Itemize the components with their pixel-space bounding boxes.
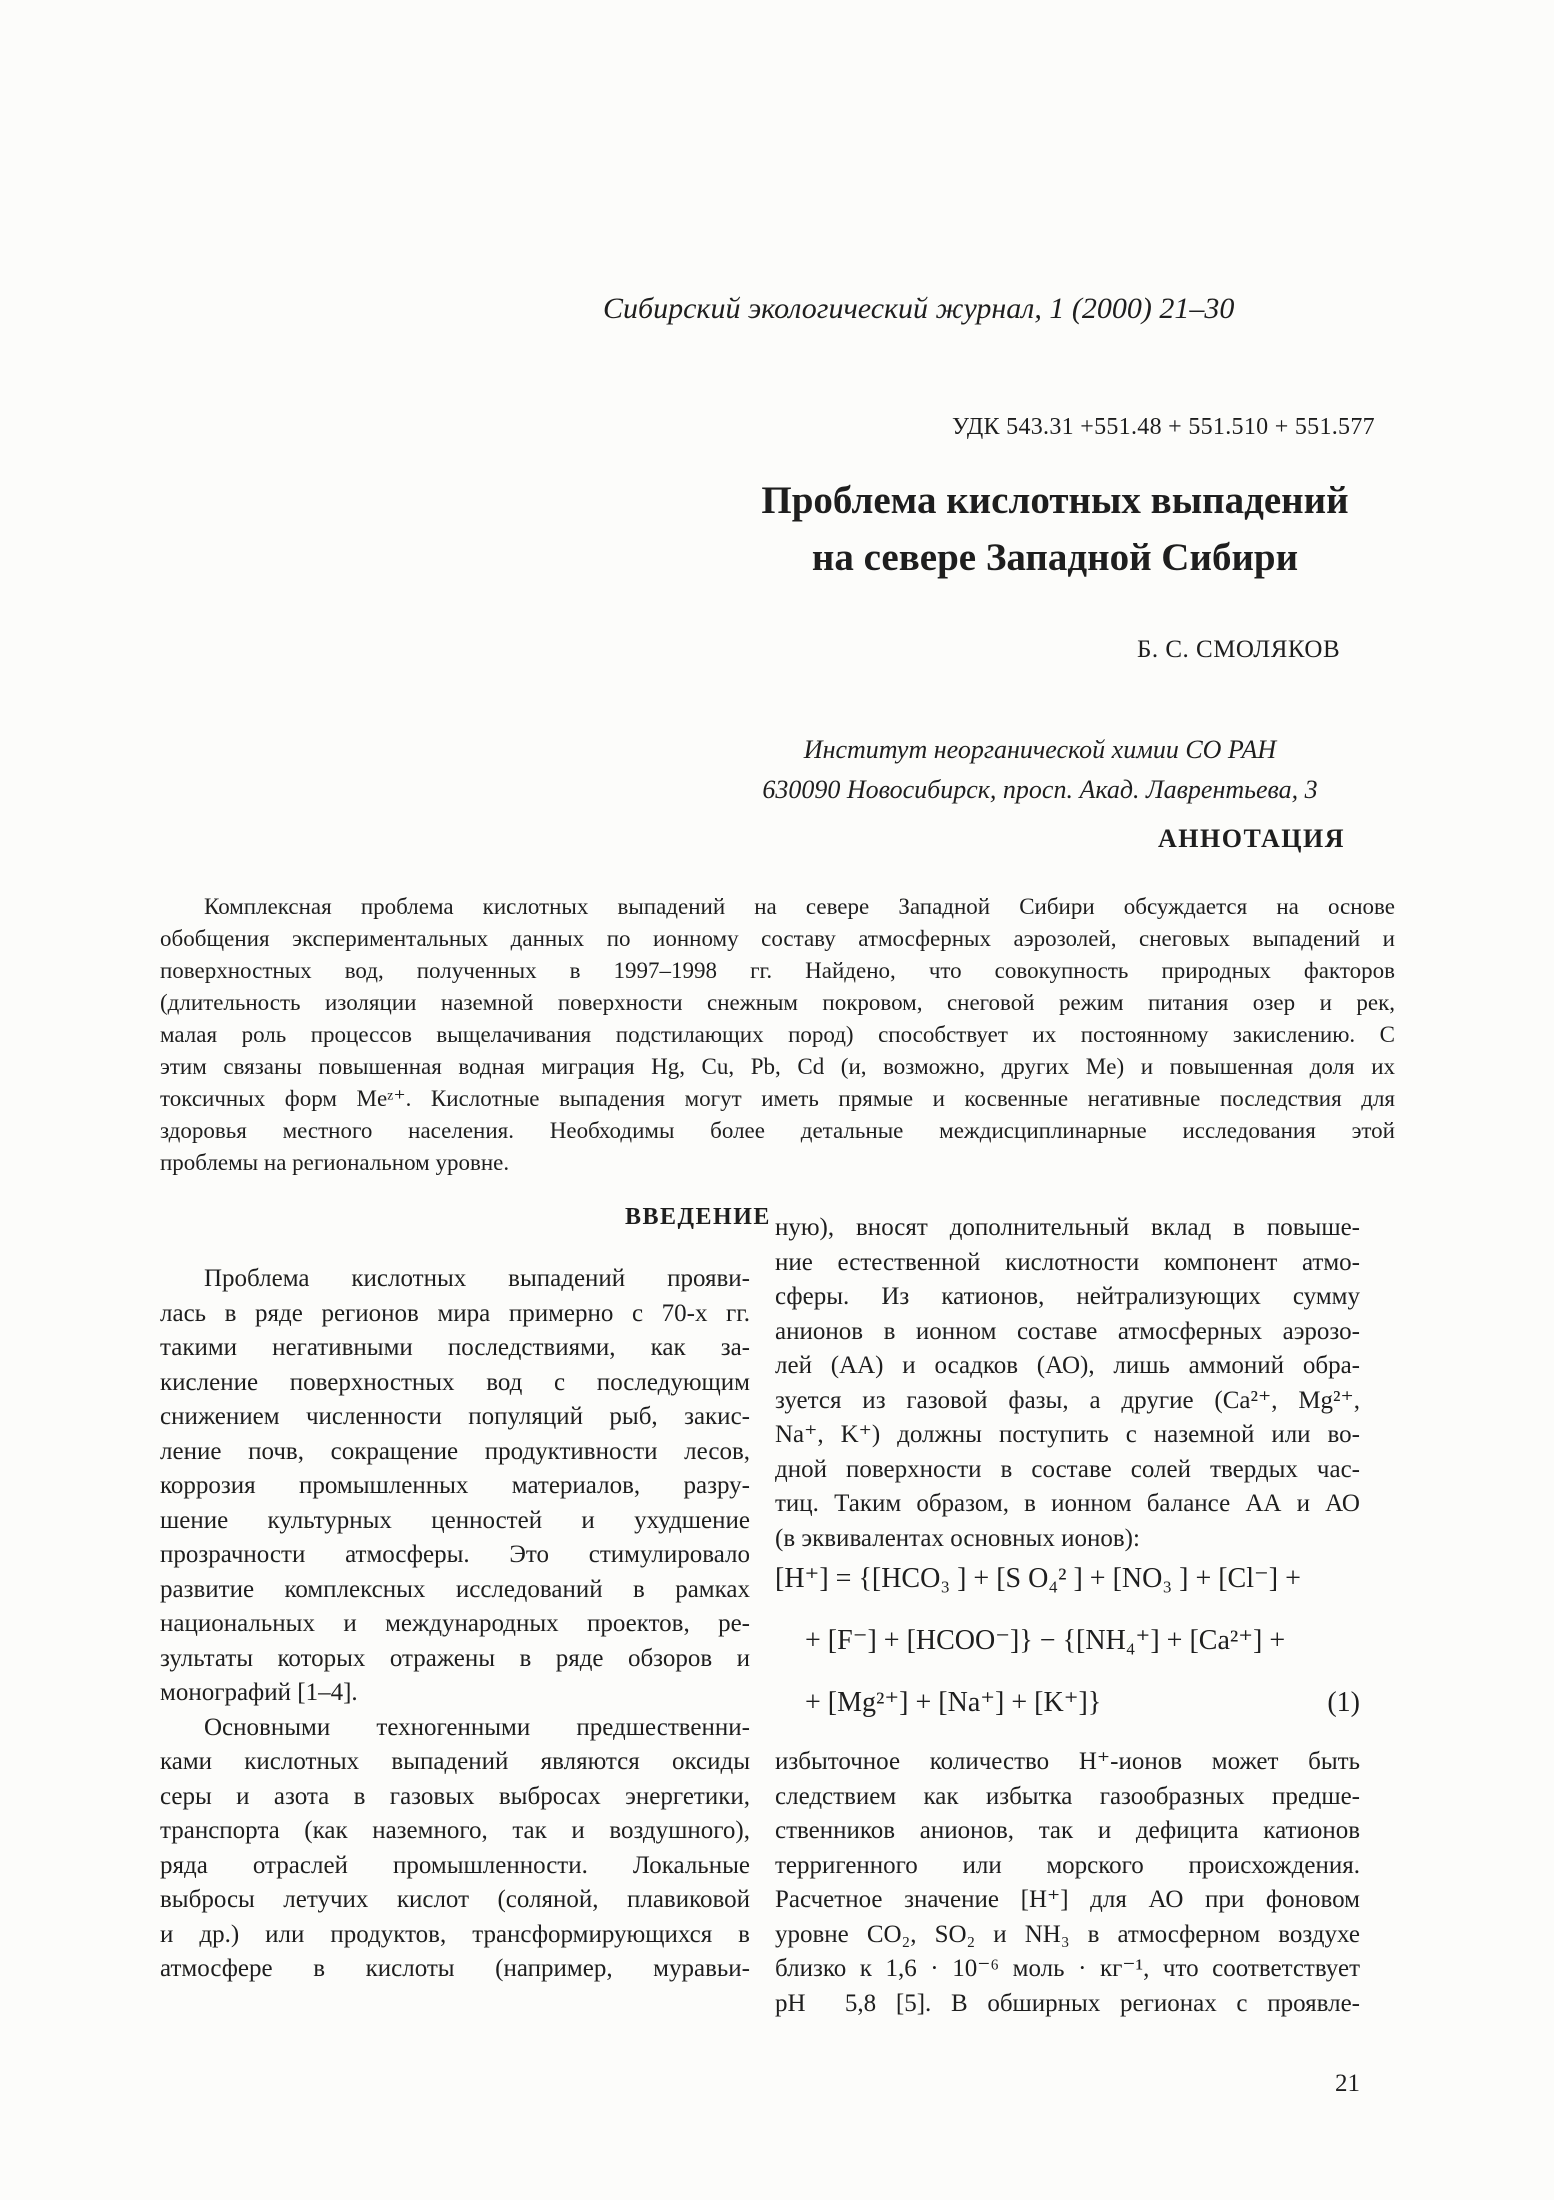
text-line: зуется из газовой фазы, а другие (Ca²⁺, Mg²⁺, [775, 1386, 1360, 1414]
article-title-line-1: Проблема кислотных выпадений [761, 479, 1349, 522]
text-line: малая роль процессов выщелачивания подстилающих пород) способствует их постоянному закислению. С [160, 1022, 1395, 1047]
text-line: ление почв, сокращение продуктивности лесов, [160, 1437, 750, 1465]
text-line: снижением численности популяций рыб, закис- [160, 1403, 750, 1430]
affiliation-address: 630090 Новосибирск, просп. Акад. Лаврентьева, 3 [762, 775, 1318, 804]
text-line: шение культурных ценностей и ухудшение [160, 1506, 750, 1534]
text-line: Проблема кислотных выпадений прояви- [204, 1265, 750, 1292]
text-line: лей (АА) и осадков (АО), лишь аммоний обра- [775, 1352, 1360, 1379]
text-line: Основными техногенными предшественни- [204, 1713, 750, 1741]
equation-line-3 [775, 1672, 1360, 1734]
article-title [660, 472, 1450, 586]
text-line: избыточное количество H⁺-ионов может быть [775, 1748, 1360, 1775]
text-line: ками кислотных выпадений являются оксиды [160, 1748, 750, 1775]
text-line: атмосфере в кислоты (например, муравьи- [160, 1955, 750, 1982]
journal-header: Сибирский экологический журнал, 1 (2000) 21–30 [603, 292, 1235, 325]
text-line: коррозия промышленных материалов, разру- [160, 1472, 750, 1499]
text-line: ственников анионов, так и дефицита катионов [775, 1817, 1360, 1844]
text-line: выбросы летучих кислот (соляной, плавиковой [160, 1886, 750, 1913]
text-line: транспорта (как наземного, так и воздушного), [160, 1817, 750, 1844]
text-line: обобщения экспериментальных данных по ионному составу атмосферных аэрозолей, снеговых выпадений и [160, 926, 1395, 951]
text-line: прозрачности атмосферы. Это стимулировало [160, 1541, 750, 1568]
equation-number: (1) [1327, 1687, 1360, 1718]
text-line: следствием как избытка газообразных предше- [775, 1782, 1360, 1810]
text-line: близко к 1,6 · 10⁻⁶ моль · кг⁻¹, что соответствует [775, 1955, 1360, 1982]
affiliation-institute: Институт неорганической химии СО РАН [803, 735, 1277, 764]
affiliation [660, 730, 1420, 810]
page-number: 21 [1335, 2070, 1360, 2097]
text-line: (в эквивалентах основных ионов): [775, 1524, 1140, 1552]
text-line: уровне CO₂, SO₂ и NH₃ в атмосферном воздухе [775, 1920, 1360, 1948]
right-column-text-bottom [775, 1745, 1360, 2021]
text-line: национальных и международных проектов, ре- [160, 1610, 750, 1637]
text-line: зультаты которых отражены в ряде обзоров и [160, 1644, 750, 1672]
author-name: Б. С. СМОЛЯКОВ [1137, 636, 1341, 663]
abstract-text [160, 891, 1395, 1179]
text-line: и др.) или продуктов, трансформирующихся в [160, 1920, 750, 1948]
text-line: анионов в ионном составе атмосферных аэрозо- [775, 1317, 1360, 1345]
abstract-heading: АННОТАЦИЯ [1158, 824, 1345, 853]
text-line: ряда отраслей промышленности. Локальные [160, 1851, 750, 1879]
text-line: тиц. Таким образом, в ионном балансе АА и АО [775, 1490, 1360, 1517]
text-line: ние естественной кислотности компонент атмо- [775, 1248, 1360, 1276]
text-line: лась в ряде регионов мира примерно с 70-х гг. [160, 1299, 750, 1327]
text-line: терригенного или морского происхождения. [775, 1851, 1360, 1879]
ion-balance-equation [775, 1548, 1360, 1734]
text-line: сферы. Из катионов, нейтрализующих сумму [775, 1283, 1360, 1310]
equation-line-1: [H⁺] = {[HCO₃ ] + [S O₄² ] + [NO₃ ] + [Cl⁻] + [775, 1563, 1301, 1594]
text-line: развитие комплексных исследований в рамках [160, 1575, 750, 1603]
text-line: кисление поверхностных вод с последующим [160, 1368, 750, 1396]
text-line: проблемы на региональном уровне. [160, 1150, 510, 1175]
text-line: дной поверхности в составе солей твердых час- [775, 1455, 1360, 1483]
text-line: поверхностных вод, полученных в 1997–1998 гг. Найдено, что совокупность природных факторов [160, 958, 1395, 983]
introduction-heading: ВВЕДЕНИЕ [625, 1204, 771, 1230]
udc-line: УДК 543.31 +551.48 + 551.510 + 551.577 [952, 414, 1375, 440]
text-line: Комплексная проблема кислотных выпадений на севере Западной Сибири обсуждается на основе [204, 894, 1395, 919]
text-line: Na⁺, K⁺) должны поступить с наземной или во- [775, 1421, 1360, 1448]
equation-line-2: + [F⁻] + [HCOO⁻]} − {[NH₄⁺] + [Ca²⁺] + [805, 1625, 1286, 1656]
text-line: токсичных форм Meᶻ⁺. Кислотные выпадения могут иметь прямые и косвенные негативные последствия для [160, 1086, 1395, 1111]
text-line: серы и азота в газовых выбросах энергетики, [160, 1782, 750, 1810]
text-line: этим связаны повышенная водная миграция Hg, Cu, Pb, Cd (и, возможно, других Me) и повышенная доля их [160, 1054, 1395, 1079]
equation-line-3-terms: + [Mg²⁺] + [Na⁺] + [K⁺]} [805, 1687, 1102, 1718]
text-line: Расчетное значение [H⁺] для АО при фоновом [775, 1886, 1360, 1913]
text-line: такими негативными последствиями, как за- [160, 1334, 750, 1361]
text-line: pH 5,8 [5]. В обширных регионах с проявле- [775, 1989, 1360, 2017]
right-column-text-top [775, 1211, 1360, 1556]
text-line: ную), вносят дополнительный вклад в повыше- [775, 1214, 1360, 1241]
text-line: монографий [1–4]. [160, 1679, 358, 1706]
article-title-line-2: на севере Западной Сибири [811, 536, 1299, 579]
left-column-text [160, 1262, 750, 1987]
text-line: (длительность изоляции наземной поверхности снежным покровом, снеговой режим питания озер и рек, [160, 990, 1395, 1015]
text-line: здоровья местного населения. Необходимы более детальные междисциплинарные исследования этой [160, 1118, 1395, 1143]
